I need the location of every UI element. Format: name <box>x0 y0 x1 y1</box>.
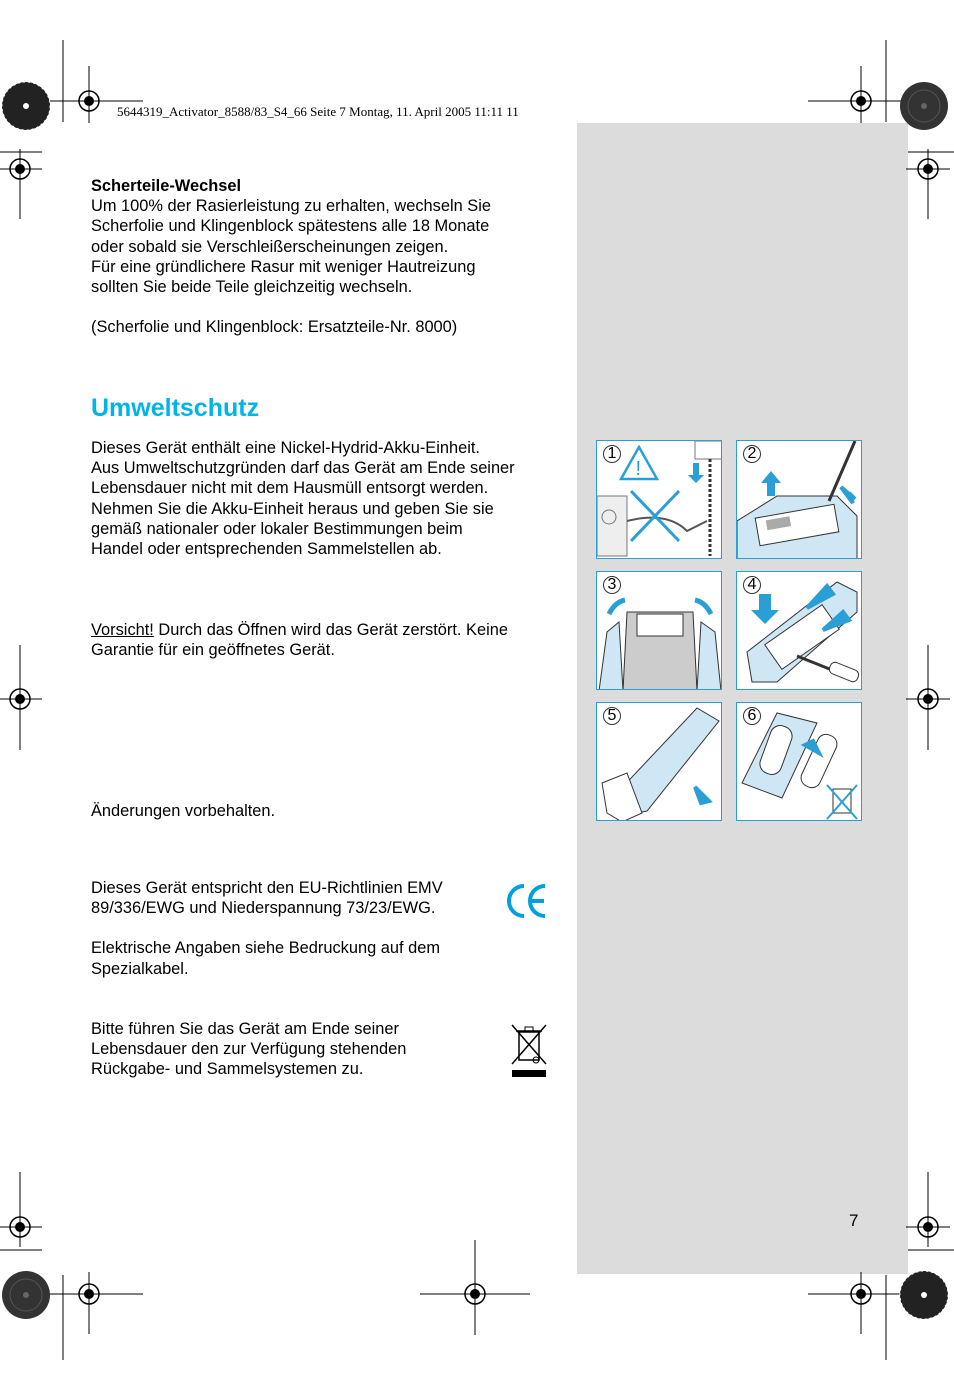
registration-mark-icon <box>79 1272 99 1334</box>
starburst-icon <box>900 82 948 130</box>
warning-section <box>91 620 508 660</box>
registration-mark-icon <box>0 1172 42 1247</box>
figure-panel-4 <box>736 571 862 690</box>
compliance-line: 89/336/EWG und Niederspannung 73/23/EWG. <box>91 899 436 918</box>
warning-text: Durch das Öffnen wird das Gerät zerstört. Keine <box>153 621 508 639</box>
registration-mark-icon <box>839 66 883 123</box>
environment-section <box>91 438 515 559</box>
page-number: 7 <box>849 1211 859 1230</box>
starburst-icon <box>900 1271 948 1319</box>
replacement-line: Scherfolie und Klingenblock spätestens alle 18 Monate <box>91 217 490 236</box>
environment-line: Lebensdauer nicht mit dem Hausmüll entsorgt werden. <box>91 479 489 498</box>
replacement-line: sollten Sie beide Teile gleichzeitig wechseln. <box>91 278 413 297</box>
changes-note: Änderungen vorbehalten. <box>91 802 276 820</box>
panel-number: 1 <box>603 445 621 463</box>
environment-line: gemäß nationaler oder lokaler Bestimmungen beim <box>91 519 463 538</box>
environment-line: Handel oder entsprechenden Sammelstellen ab. <box>91 540 442 559</box>
panel-number: 6 <box>743 707 761 725</box>
panel-number: 5 <box>603 707 621 725</box>
environment-line: Dieses Gerät enthält eine Nickel-Hydrid-Akku-Einheit. <box>91 439 480 457</box>
replacement-line: oder sobald sie Verschleißerscheinungen zeigen. <box>91 237 449 256</box>
electrical-line: Elektrische Angaben siehe Bedruckung auf dem <box>91 939 440 958</box>
warning-label: Vorsicht! <box>91 621 154 639</box>
starburst-icon <box>2 1271 50 1319</box>
registration-mark-icon <box>906 1172 950 1247</box>
panel-number: 3 <box>603 576 621 594</box>
warning-paragraph <box>91 620 508 640</box>
registration-mark-icon <box>851 1272 871 1334</box>
disposal-line: Rückgabe- und Sammelsystemen zu. <box>91 1060 364 1079</box>
replacement-line: Für eine gründlichere Rasur mit weniger Hautreizung <box>91 257 476 276</box>
registration-mark-icon <box>67 66 111 123</box>
figure-panel-5 <box>596 702 722 821</box>
ce-mark-icon <box>505 882 549 925</box>
crossed-bin-icon <box>510 1022 548 1085</box>
disposal-section <box>91 1019 406 1080</box>
starburst-icon <box>2 82 50 130</box>
figure-panel-1 <box>596 440 722 559</box>
registration-mark-icon <box>906 149 950 219</box>
figure-panel-6 <box>736 702 862 821</box>
compliance-section <box>91 878 443 979</box>
print-info-header: 5644319_Activator_8588/83_S4_66 Seite 7 Montag, 11. April 2005 11:11 11 <box>117 104 519 119</box>
disposal-line: Lebensdauer den zur Verfügung stehenden <box>91 1040 407 1059</box>
warning-glyph: ! <box>635 458 642 480</box>
disposal-line: Bitte führen Sie das Gerät am Ende seiner <box>91 1020 399 1038</box>
figure-panel-3 <box>596 571 722 690</box>
panel-number: 2 <box>743 445 761 463</box>
registration-mark-icon <box>0 689 42 709</box>
part-number: (Scherfolie und Klingenblock: Ersatzteile-Nr. 8000) <box>91 318 458 337</box>
replacement-section <box>91 176 491 337</box>
environment-line: Nehmen Sie die Akku-Einheit heraus und geben Sie sie <box>91 499 494 518</box>
replacement-heading: Scherteile-Wechsel <box>91 177 242 195</box>
electrical-line: Spezialkabel. <box>91 959 189 978</box>
panel-number: 4 <box>743 576 761 594</box>
warning-text-line2: Garantie für ein geöffnetes Gerät. <box>91 641 335 660</box>
replacement-line: Um 100% der Rasierleistung zu erhalten, wechseln Sie <box>91 197 491 216</box>
figure-panel-2 <box>736 440 862 559</box>
compliance-line: Dieses Gerät entspricht den EU-Richtlinien EMV <box>91 879 443 897</box>
environment-line: Aus Umweltschutzgründen darf das Gerät am Ende seiner <box>91 459 515 478</box>
registration-mark-icon <box>0 149 42 219</box>
environment-title: Umweltschutz <box>91 394 260 422</box>
